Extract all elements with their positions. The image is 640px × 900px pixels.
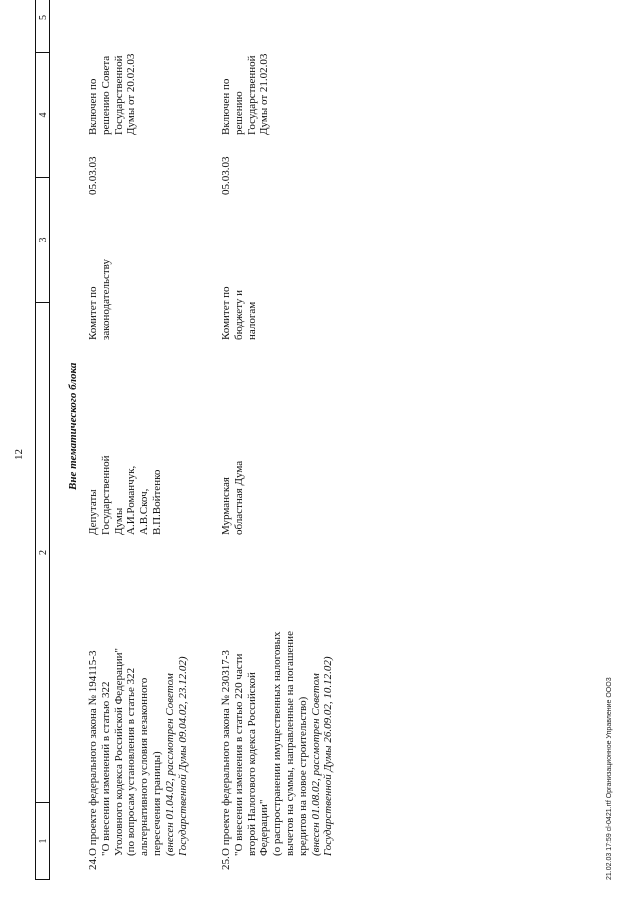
column-header-3: 3 bbox=[35, 178, 50, 303]
column-header-4: 4 bbox=[35, 53, 50, 178]
bill-title-line: вычетов на суммы, направленные на погашение bbox=[283, 631, 296, 856]
author-line: Мурманская bbox=[220, 477, 232, 535]
decision-line: Включен по bbox=[87, 78, 99, 135]
bill-title-line: "О внесении изменений в статью 322 bbox=[99, 681, 112, 856]
bill-title bbox=[87, 576, 189, 856]
bill-title-line: О проекте федерального закона № 194115-3 bbox=[87, 650, 99, 856]
author-line: областная Дума bbox=[232, 460, 245, 535]
bill-title bbox=[220, 576, 335, 856]
bill-note-line: (внесен 01.04.02, рассмотрен Советом bbox=[163, 673, 176, 856]
committee-line: Комитет по bbox=[220, 286, 232, 340]
decision bbox=[220, 54, 271, 135]
author-line: А.И.Романчук, bbox=[125, 465, 138, 535]
column-header-1: 1 bbox=[35, 803, 50, 880]
decision bbox=[87, 54, 138, 135]
column-header-2: 2 bbox=[35, 303, 50, 803]
page-number: 12 bbox=[13, 449, 25, 460]
bill-title-line: (о распространении имущественных налоговых bbox=[271, 631, 284, 856]
bill-authors bbox=[220, 461, 246, 535]
committee bbox=[87, 259, 113, 340]
committee-line: бюджету и bbox=[232, 290, 245, 340]
author-line: Депутаты bbox=[87, 489, 99, 535]
decision-line: Думы от 20.02.03 bbox=[125, 53, 138, 135]
bill-title-line: (по вопросам установления в статье 322 bbox=[125, 667, 138, 856]
block-title: Вне тематического блока bbox=[67, 362, 79, 490]
row-number: 25. bbox=[220, 856, 232, 870]
bill-title-line: второй Налогового кодекса Российской bbox=[245, 672, 258, 856]
footer-note: 21.02.03 17:59 cl-0421.rtf Организационное Управление ООО3 bbox=[606, 677, 613, 880]
consideration-date: 05.03.03 bbox=[220, 156, 232, 195]
committee bbox=[220, 286, 258, 340]
author-line: В.П.Войтенко bbox=[150, 469, 163, 535]
decision-line: Государственной bbox=[112, 55, 125, 135]
author-line: А.В.Скоч, bbox=[138, 488, 151, 535]
bill-note-line: Государственной Думы 26.09.02, 10.12.02) bbox=[322, 656, 335, 856]
committee-line: налогам bbox=[245, 301, 258, 340]
decision-line: решению bbox=[232, 91, 245, 135]
bill-title-line: Уголовного кодекса Российской Федерации" bbox=[112, 647, 125, 856]
decision-line: Государственной bbox=[245, 55, 258, 135]
bill-note-line: (внесен 01.08.02, рассмотрен Советом bbox=[309, 673, 322, 856]
author-line: Государственной bbox=[99, 455, 112, 535]
decision-line: Включен по bbox=[220, 78, 232, 135]
decision-line: Думы от 21.02.03 bbox=[258, 53, 271, 135]
consideration-date: 05.03.03 bbox=[87, 156, 99, 195]
bill-title-line: О проекте федерального закона № 230317-3 bbox=[220, 650, 232, 856]
decision-line: решению Совета bbox=[99, 55, 112, 135]
bill-authors bbox=[87, 455, 164, 535]
column-header-5: 5 bbox=[35, 0, 50, 53]
bill-title-line: Федерации" bbox=[258, 799, 271, 856]
bill-title-line: кредитов на новое строительство) bbox=[296, 696, 309, 856]
bill-note-line: Государственной Думы 09.04.02, 23.12.02) bbox=[176, 656, 189, 856]
rotated-page bbox=[13, 15, 375, 880]
author-line: Думы bbox=[112, 507, 125, 535]
row-number: 24. bbox=[87, 856, 99, 870]
bill-title-line: "О внесении изменения в статью 220 части bbox=[232, 653, 245, 856]
committee-line: законодательству bbox=[99, 259, 112, 340]
committee-line: Комитет по bbox=[87, 286, 99, 340]
bill-title-line: пересечения границы) bbox=[150, 751, 163, 856]
bill-title-line: альтернативного условия незаконного bbox=[138, 677, 151, 856]
